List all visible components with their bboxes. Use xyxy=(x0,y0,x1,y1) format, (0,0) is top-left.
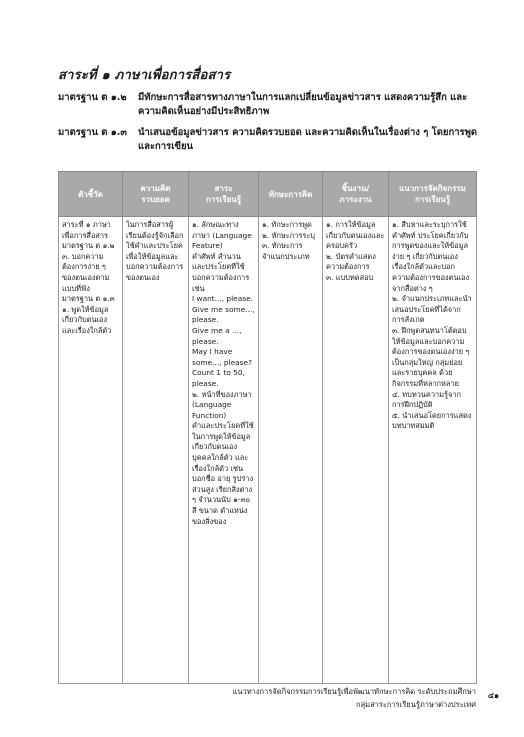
footer-book-title: แนวทางการจัดกิจกรรมการเรียนรู้เพื่อพัฒนาทักษะการคิด ระดับประถมศึกษา xyxy=(232,687,476,696)
table-row xyxy=(59,217,477,684)
strand-title: สาระที่ ๑ ภาษาเพื่อการสื่อสาร xyxy=(58,68,231,83)
cell-activity: ๑. สืบหาและระบุการใช้คำศัพท์ ประโยคเกี่ยวกับการพูดของและให้ข้อมูลง่าย ๆ เกี่ยวกับตนเอง เรื่องใกล้ตัวและบอกความต้องการของตนเองจากสื่อต่าง ๆ ๒. จำแนกประเภทและนำเสนอประโยคที่ได้จากการสังเกต ๓. ฝึกพูดสนทนาโต้ตอบให้ข้อมูลและบอกความต้องการของตนเองง่าย ๆ เป็นกลุ่มใหญ่ กลุ่มย่อย และรายบุคคล ด้วยกิจกรรมที่หลากหลาย ๔. ทบทวนความรู้จากการฝึกปฏิบัติ ๕. นำเสนอโดยการแสดงบทบาทสมมติ xyxy=(389,217,477,684)
header-concept: ความคิด รวบยอด xyxy=(123,172,189,217)
standard-2-code: มาตรฐาน ต ๑.๓ xyxy=(58,127,127,138)
standard-2 xyxy=(58,126,478,154)
learning-plan-table xyxy=(58,171,477,684)
page-number: ๔๑ xyxy=(488,691,500,700)
cell-thinking-skill: ๑. ทักษะการพูด ๒. ทักษะการระบุ ๓. ทักษะการจำแนกประเภท xyxy=(259,217,323,684)
standard-1 xyxy=(58,91,478,119)
standard-2-text: นำเสนอข้อมูลข่าวสาร ความคิดรวบยอด และความคิดเห็นในเรื่องต่าง ๆ โดยการพูดและการเขียน xyxy=(138,127,478,152)
header-work-task: ชิ้นงาน/ ภาระงาน xyxy=(323,172,389,217)
cell-work-task: ๑. การให้ข้อมูลเกี่ยวกับตนเองและครอบครัว ๒. บัตรคำแสดงความต้องการ ๓. แบบทดสอบ xyxy=(323,217,389,684)
standard-1-code: มาตรฐาน ต ๑.๒ xyxy=(58,92,127,103)
header-activity: แนวการจัดกิจกรรม การเรียนรู้ xyxy=(389,172,477,217)
footer-subject-group: กลุ่มสาระการเรียนรู้ภาษาต่างประเทศ xyxy=(356,700,476,709)
header-content: สาระ การเรียนรู้ xyxy=(189,172,259,217)
header-thinking-skill: ทักษะการคิด xyxy=(259,172,323,217)
table-header-row xyxy=(59,172,477,217)
standard-1-text: มีทักษะการสื่อสารทางภาษาในการแลกเปลี่ยนข้อมูลข่าวสาร แสดงความรู้สึก และความคิดเห็นอย่างมีประสิทธิภาพ xyxy=(138,92,468,117)
header-indicator: ตัวชี้วัด xyxy=(59,172,123,217)
cell-indicator: สาระที่ ๑ ภาษาเพื่อการสื่อสาร มาตรฐาน ต ๑.๒ ๓. บอกความต้องการง่าย ๆ ของตนเองตามแบบที่ฟัง มาตรฐาน ต ๑.๓ ๑. พูดให้ข้อมูลเกี่ยวกับตนเองและเรื่องใกล้ตัว xyxy=(59,217,123,684)
cell-concept: ในการสื่อสารผู้เรียนต้องรู้จักเลือกใช้คำและประโยคเพื่อให้ข้อมูลและบอกความต้องการของตนเอง xyxy=(123,217,189,684)
cell-content: ๑. ลักษณะทางภาษา (Language Feature) คำศัพท์ สำนวน และประโยคที่ใช้บอกความต้องการ เช่น I want..., please. Give me some..., please. Give me a ..., please. May I have some..., please? Count 1 to 50, please. ๒. หน้าที่ของภาษา (Language Function) คำและประโยคที่ใช้ในการพูดให้ข้อมูลเกี่ยวกับตนเอง บุคคลใกล้ตัว และเรื่องใกล้ตัว เช่น บอกชื่อ อายุ รูปร่าง ส่วนสูง เรียกสิ่งต่าง ๆ จำนวนนับ ๑-๓๐ สี ขนาด ตำแหน่งของสิ่งของ xyxy=(189,217,259,684)
